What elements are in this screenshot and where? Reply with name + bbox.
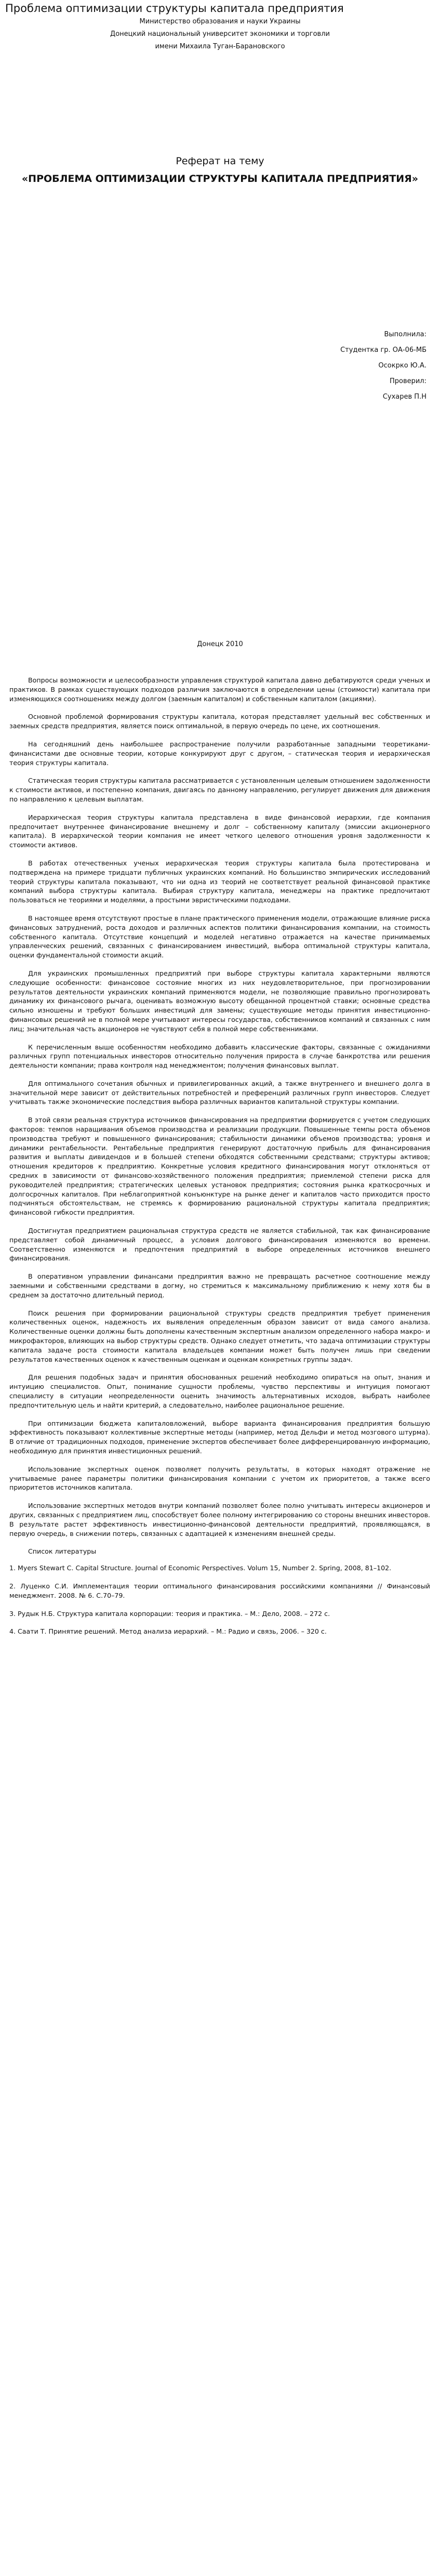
paragraph: Для решения подобных задач и принятия обоснованных решений необходимо опираться на опыт, знания и интуицию специалистов. Опыт, понимание сущности проблемы, чувство перспективы и интуиция помогают специалисту в ситуации неопределенности оценить значимость альтернативных исходов, выбрать наиболее предпочтительную цель и найти критерий, а следовательно, наиболее рациональное решение. (9, 1373, 430, 1409)
named-after-line: имени Михаила Туган-Барановского (155, 43, 285, 50)
student-name: Осокрко Ю.А. (378, 362, 426, 370)
paragraph: Основной проблемой формирования структуры капитала, которая представляет удельный вес собственных и заемных средств предприятия, является поиск оптимальной, в первую очередь по цене, их соотношения. (9, 713, 430, 730)
work-type: Реферат на тему (176, 155, 264, 167)
reference-item: 2. Луценко С.И. Имплементация теории оптимального финансирования российскими компаниями // Финансовый менеджмент. 2008. № 6. С.70–79. (9, 1582, 430, 1599)
document-body (9, 676, 430, 1645)
checked-label: Проверил: (389, 377, 426, 385)
paragraph: Использование экспертных методов внутри компаний позволяет более полно учитывать интересы акционеров и других, связанных с предприятием лиц, способствует более полному интегрированию со стороны внешних инвесторов. В результате растет эффективность инвестиционно-финансовой деятельности предприятий, проявляющаяся, в первую очередь, в снижении потерь, связанных с адаптацией к изменениям внешней среды. (9, 1502, 430, 1537)
references-title: Список литературы (28, 1547, 97, 1556)
page-title: Проблема оптимизации структуры капитала предприятия (5, 2, 344, 15)
reference-item: 4. Саати Т. Принятие решений. Метод анализа иерархий. – М.: Радио и связь, 2006. – 320 с. (9, 1627, 327, 1636)
paragraph: К перечисленным выше особенностям необходимо добавить классические факторы, связанные с ожиданиями различных групп потенциальных инвесторов относительно получения прироста в случае банкротства или решения деятельности компании; права контроля над менеджментом; получения финансовых выплат. (9, 1043, 430, 1070)
paragraph: Достигнутая предприятием рациональная структура средств не является стабильной, так как финансирование представляет собой динамичный процесс, а условия долгового финансирования изменяются во времени. Соответственно изменяются и предпочтения предприятий в выборе определенных источников внешнего финансирования. (9, 1227, 430, 1263)
paragraph: Для украинских промышленных предприятий при выборе структуры капитала характерными являются следующие особенности: финансовое состояние многих из них неудовлетворительное, при прогнозировании результатов деятельности украинских компаний применяются модели, не позволяющие правильно прогнозировать динамику их финансового рычага, оценивать возможную высоту обещанной процентной ставки; основные средства сильно изношены и требуют больших инвестиций для замены; существующие методы принятия инвестиционно-финансовых решений не в полной мере учитывают интересы государства, собственников компаний и связанных с ним лиц; значительная часть акционеров не чувствуют себя в полной мере собственниками. (9, 969, 430, 1033)
paragraph: При оптимизации бюджета капиталовложений, выборе варианта финансирования предприятия большую эффективность показывают коллективные экспертные методы (например, метод Дельфи и метод мозгового штурма). В отличие от традиционных подходов, применение экспертов обеспечивает более дифференцированную информацию, необходимую для принятия инвестиционных решений. (9, 1419, 430, 1455)
paragraph: В оперативном управлении финансами предприятия важно не превращать расчетное соотношение между заемными и собственными средствами в догму, но стремиться к максимальному приближению к нему хотя бы в среднем за достаточно длительный период. (9, 1272, 430, 1299)
student-group: Студентка гр. ОА-06-МБ (340, 346, 426, 354)
paragraph: В этой связи реальная структура источников финансирования на предприятии формируется с учетом следующих факторов: темпов наращивания объемов производства и реализации продукции. Повышенные темпы роста объемов производства требуют и повышенного финансирования; стабильности динамики объемов производства; уровня и динамики рентабельности. Рентабельные предприятия генерируют достаточную прибыль для финансирования развития и выплаты дивидендов и в большей степени обходятся собственными средствами; структуры активов; отношения кредиторов к предприятию. Конкретные условия кредитного финансирования могут отклоняться от средних в зависимости от финансово-хозяйственного положения предприятия; приемлемой степени риска для руководителей предприятия; стратегических целевых установок предприятия; состояния рынка краткосрочных и долгосрочных капиталов. При неблагоприятной конъюнктуре на рынке денег и капиталов часто приходится просто подчиняться обстоятельствам, не стремясь к формированию рациональной структуры капитала предприятия; финансовой гибкости предприятия. (9, 1116, 430, 1217)
paragraph: Вопросы возможности и целесообразности управления структурой капитала давно дебатируются среди ученых и практиков. В рамках существующих подходов различия заключаются в определении цены (стоимости) капитала при изменяющихся соотношениях между долгом (заемным капиталом) и собственным капиталом (акциями). (9, 676, 430, 703)
paragraph: Поиск решения при формировании рациональной структуры средств предприятия требует применения количественных оценок, надежность их выявления определенным образом зависит от вида самого анализа. Количественные оценки должны быть дополнены качественным экспертным анализом определенного набора макро- и микрофакторов, влияющих на выбор структуры средств. Однако следует отметить, что задача оптимизации структуры капитала задаче роста стоимости капитала владельцев компании может быть получен лишь при сведении результатов качественных оценок к качественным оценкам и оценкам конкретных группы задач. (9, 1309, 430, 1363)
city-year: Донецк 2010 (197, 640, 243, 648)
topic-title: «ПРОБЛЕМА ОПТИМИЗАЦИИ СТРУКТУРЫ КАПИТАЛА ПРЕДПРИЯТИЯ» (21, 173, 419, 185)
reference-item: 3. Рудык Н.Б. Структура капитала корпорации: теория и практика. – М.: Дело, 2008. – 272 с. (9, 1609, 330, 1618)
teacher-name: Сухарев П.Н (382, 393, 426, 401)
ministry-line: Министерство образования и науки Украины (139, 18, 301, 25)
reference-item: 1. Myers Stewart C. Capital Structure. Journal of Economic Perspectives. Volum 15, Number 2. Spring, 2008, 81–102. (9, 1564, 392, 1572)
university-line: Донецкий национальный университет экономики и торговли (110, 30, 330, 38)
paragraph: Статическая теория структуры капитала рассматривается с установленным целевым отношением задолженности к стоимости активов, и постепенно компания, двигаясь по данному направлению, регулирует движения для движения по направлению к целевым выплатам. (9, 777, 430, 803)
paragraph: В настоящее время отсутствуют простые в плане практического применения модели, отражающие влияние риска финансовых затруднений, роста доходов и различных аспектов политики финансирования компании, на стоимость собственного капитала. Отсутствие концепций и моделей негативно отражается на качестве принимаемых управленческих решений, связанных с финансированием инвестиций, выбора оптимальной структуры капитала, оценки фундаментальной стоимости акций. (9, 914, 430, 960)
paragraph: В работах отечественных ученых иерархическая теория структуры капитала была протестирована и подтверждена на примере тридцати публичных украинских компаний. Но большинство эмпирических исследований теорий структуры капитала показывают, что ни одна из теорий не соответствует реальной финансовой практике компаний выбора структуры капитала. Выбирая структуру капитала, менеджеры на практике предпочитают пользоваться не теориями и моделями, а простыми эвристическими подходами. (9, 859, 430, 904)
paragraph: На сегодняшний день наибольшее распространение получили разработанные западными теоретиками-финансистами две основные теории, которые конкурируют друг с другом, – статическая теория и иерархическая теория структуры капитала. (9, 740, 430, 767)
performed-label: Выполнила: (384, 331, 426, 338)
paragraph: Использование экспертных оценок позволяет получить результаты, в которых находят отражение не учитываемые ранее параметры политики финансирования компании с учетом их приоритетов, а также всего приоритетов источников капитала. (9, 1465, 430, 1492)
paragraph: Иерархическая теория структуры капитала представлена в виде финансовой иерархии, где компания предпочитает внутреннее финансирование внешнему и долг – собственному капиталу (эмиссии акционерного капитала). В иерархической теории компания не имеет четкого целевого отношения уровня задолженности к стоимости активов. (9, 813, 430, 849)
paragraph: Для оптимального сочетания обычных и привилегированных акций, а также внутреннего и внешнего долга в значительной мере зависит от действительных потребностей и преференций различных групп инвесторов. Следует учитывать также экономические последствия выбора различных вариантов капитальной структуры компании. (9, 1079, 430, 1106)
